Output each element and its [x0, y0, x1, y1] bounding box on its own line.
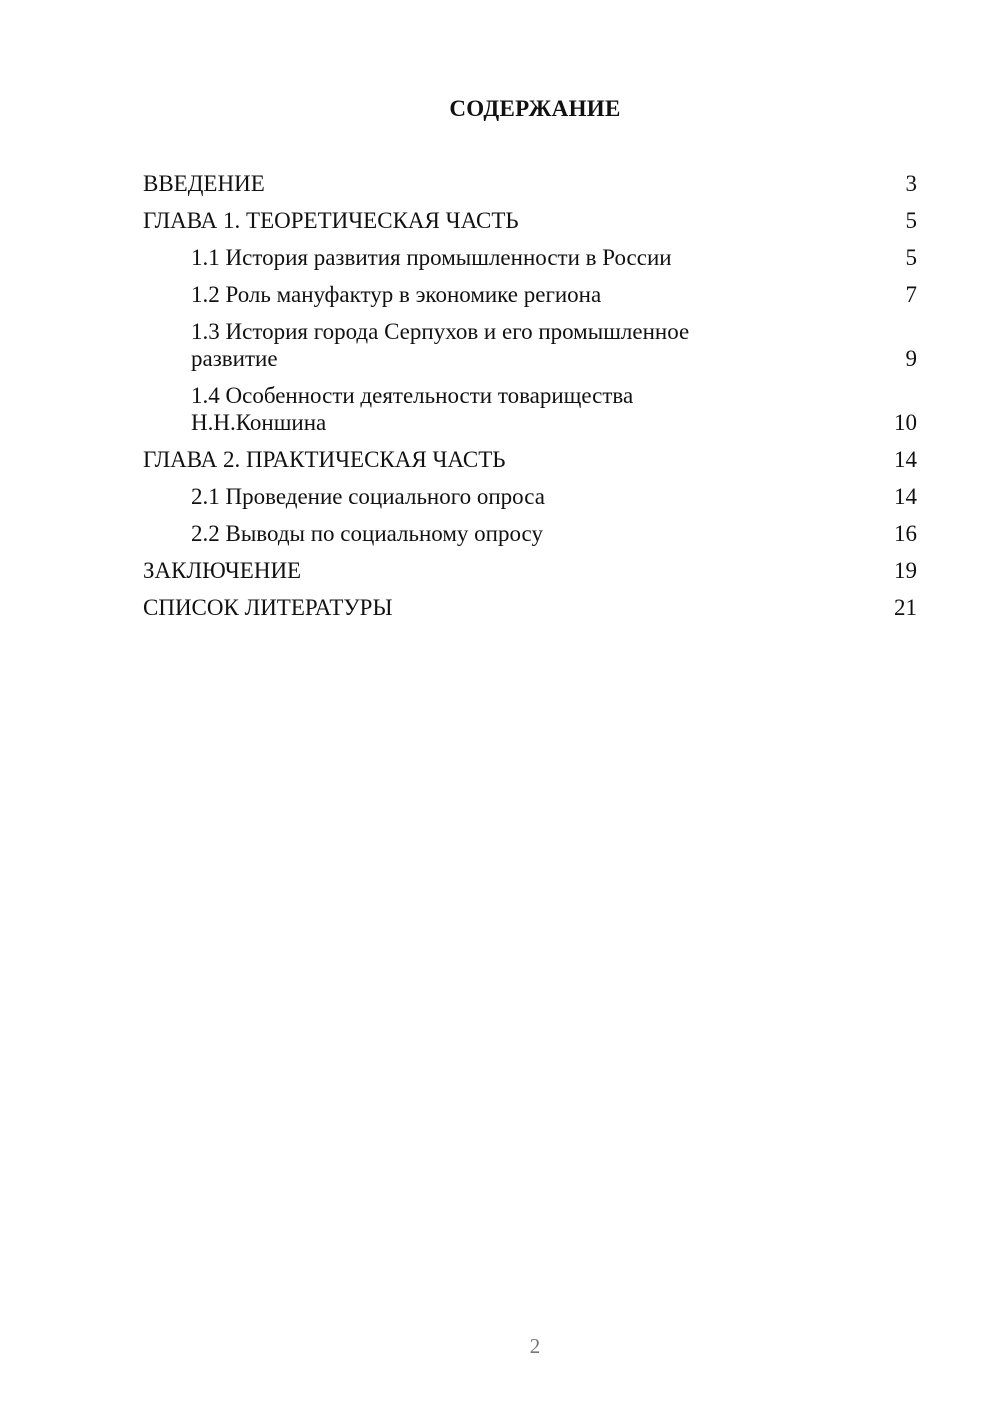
- toc-entry-section-1-1[interactable]: [143, 244, 917, 271]
- toc-entry-page: 21: [894, 595, 917, 620]
- toc-entry-label: 1.3 История города Серпухов и его промышленное развитие: [191, 319, 690, 371]
- toc-entry-page: 14: [894, 447, 917, 472]
- toc-entry-section-1-3[interactable]: [143, 318, 917, 372]
- toc-entry-label: ГЛАВА 1. ТЕОРЕТИЧЕСКАЯ ЧАСТЬ: [143, 208, 519, 233]
- toc-entry-label: ЗАКЛЮЧЕНИЕ: [143, 558, 302, 583]
- toc-entry-section-2-1[interactable]: [143, 483, 917, 510]
- toc-entry-label: 1.2 Роль мануфактур в экономике региона: [191, 282, 602, 307]
- toc-entry-page: 9: [905, 346, 917, 371]
- page-number: 2: [529, 1334, 541, 1358]
- toc-title: СОДЕРЖАНИЕ: [449, 96, 621, 121]
- toc-entry-section-1-2[interactable]: [143, 281, 917, 308]
- toc-entry-label: ГЛАВА 2. ПРАКТИЧЕСКАЯ ЧАСТЬ: [143, 447, 506, 472]
- toc-entry-page: 3: [905, 171, 917, 196]
- toc-entry-label: 1.4 Особенности деятельности товарищества Н.Н.Коншина: [191, 383, 634, 435]
- toc-entry-bibliography[interactable]: [143, 594, 917, 621]
- toc-entry-label: 2.2 Выводы по социальному опросу: [191, 521, 543, 546]
- toc-entry-page: 10: [894, 410, 917, 435]
- toc-entry-chapter-2[interactable]: [143, 446, 917, 473]
- toc-entry-label: 1.1 История развития промышленности в России: [191, 245, 672, 270]
- toc-entry-label: СПИСОК ЛИТЕРАТУРЫ: [143, 595, 393, 620]
- toc-entry-page: 14: [894, 484, 917, 509]
- toc-entry-page: 19: [894, 558, 917, 583]
- toc-entry-page: 16: [894, 521, 917, 546]
- toc-entry-conclusion[interactable]: [143, 557, 917, 584]
- toc-entry-chapter-1[interactable]: [143, 207, 917, 234]
- toc-entry-page: 5: [905, 208, 917, 233]
- toc-entry-section-1-4[interactable]: [143, 382, 917, 436]
- toc-entry-page: 7: [905, 282, 917, 307]
- toc-entry-label: 2.1 Проведение социального опроса: [191, 484, 545, 509]
- table-of-contents: [143, 170, 917, 631]
- toc-entry-page: 5: [905, 245, 917, 270]
- toc-entry-label: ВВЕДЕНИЕ: [143, 171, 265, 196]
- toc-entry-introduction[interactable]: [143, 170, 917, 197]
- toc-entry-section-2-2[interactable]: [143, 520, 917, 547]
